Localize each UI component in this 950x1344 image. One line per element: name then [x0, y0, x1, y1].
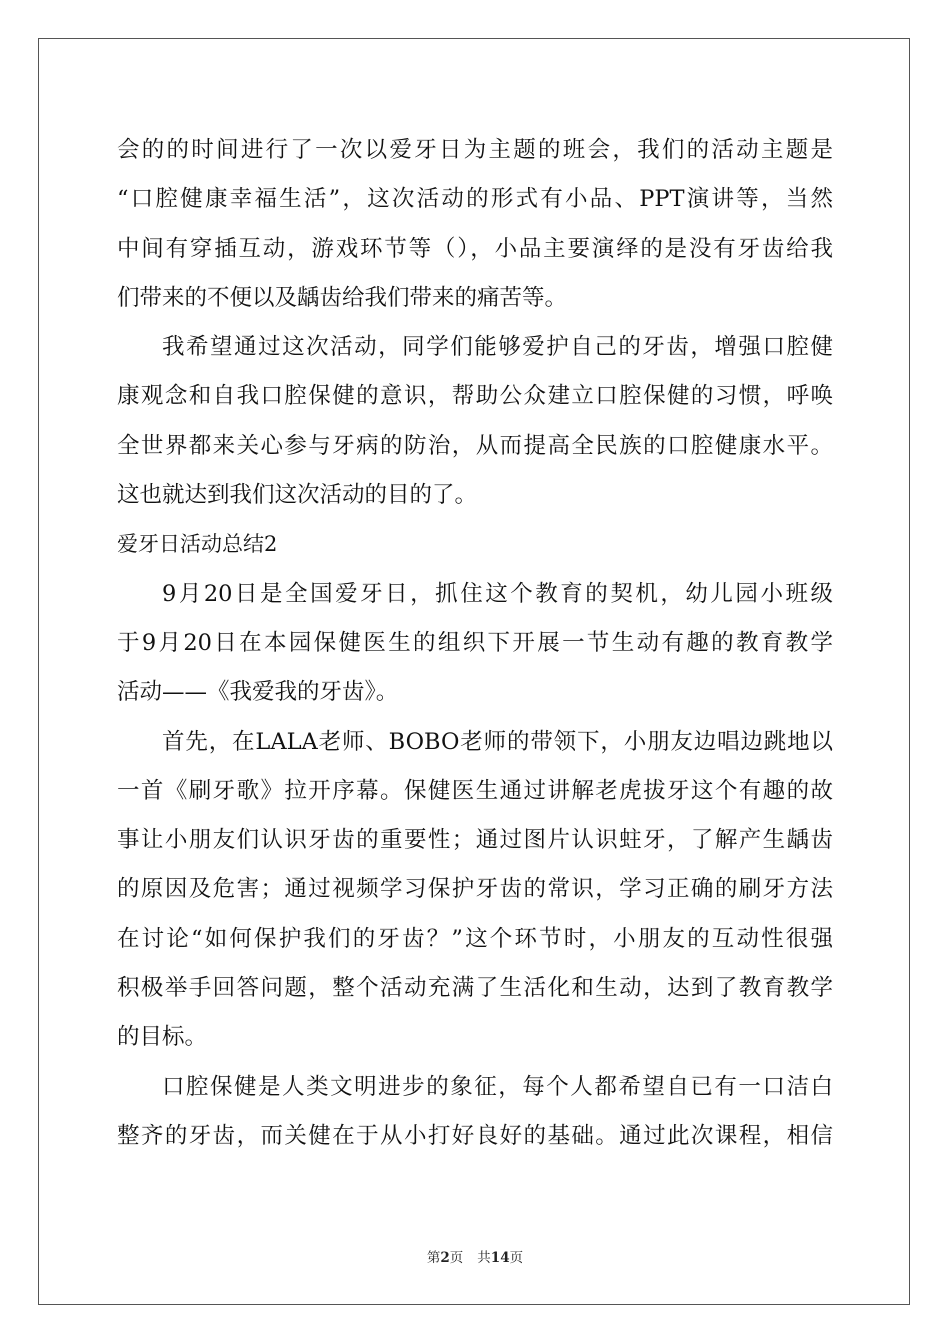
paragraph-line: 于9月20日在本园保健医生的组织下开展一节生动有趣的教育教学	[117, 629, 833, 656]
paragraph-line: 的原因及危害；通过视频学习保护牙齿的常识，学习正确的刷牙方法	[117, 876, 833, 903]
paragraph-line: 首先，在LALA老师、BOBO老师的带领下，小朋友边唱边跳地以	[162, 728, 833, 755]
paragraph-line: 们带来的不便以及龋齿给我们带来的痛苦等。	[117, 284, 568, 311]
page-current: 2	[440, 1250, 450, 1266]
paragraph-line: 事让小朋友们认识牙齿的重要性；通过图片认识蛀牙，了解产生龋齿	[117, 827, 833, 854]
paragraph-line: 我希望通过这次活动，同学们能够爱护自己的牙齿，增强口腔健	[162, 334, 833, 361]
paragraph-line: 一首《刷牙歌》拉开序幕。保健医生通过讲解老虎拔牙这个有趣的故	[117, 777, 833, 804]
paragraph-line: 在讨论“如何保护我们的牙齿？”这个环节时，小朋友的互动性很强	[117, 925, 833, 952]
paragraph-line: 全世界都来关心参与牙病的防治，从而提高全民族的口腔健康水平。	[117, 432, 833, 459]
paragraph-line: 会的的时间进行了一次以爱牙日为主题的班会，我们的活动主题是	[117, 137, 833, 163]
paragraph-line: 积极举手回答问题，整个活动充满了生活化和生动，达到了教育教学	[117, 975, 833, 1002]
page-footer	[0, 1246, 950, 1266]
page-prefix: 第	[426, 1250, 441, 1266]
paragraph-line: 康观念和自我口腔保健的意识，帮助公众建立口腔保健的习惯，呼唤	[117, 383, 833, 410]
total-unit: 页	[509, 1250, 524, 1266]
document-body	[117, 126, 833, 1161]
paragraph-line: 中间有穿插互动，游戏环节等（），小品主要演绎的是没有牙齿给我	[117, 235, 833, 262]
section-heading: 爱牙日活动总结2	[117, 532, 278, 557]
paragraph-line: 整齐的牙齿，而关健在于从小打好良好的基础。通过此次课程，相信	[117, 1122, 833, 1149]
paragraph-line: 口腔保健是人类文明进步的象征，每个人都希望自已有一口洁白	[162, 1073, 833, 1100]
paragraph-line: “口腔健康幸福生活”，这次活动的形式有小品、PPT演讲等，当然	[117, 186, 833, 213]
page-total: 14	[490, 1250, 510, 1266]
paragraph-line: 这也就达到我们这次活动的目的了。	[117, 482, 478, 509]
paragraph-line: 活动——《我爱我的牙齿》。	[117, 679, 399, 706]
paragraph-line: 的目标。	[117, 1024, 208, 1051]
total-prefix: 共	[477, 1250, 491, 1266]
page-unit: 页	[449, 1250, 464, 1266]
paragraph-line: 9月20日是全国爱牙日，抓住这个教育的契机，幼儿园小班级	[162, 580, 833, 607]
